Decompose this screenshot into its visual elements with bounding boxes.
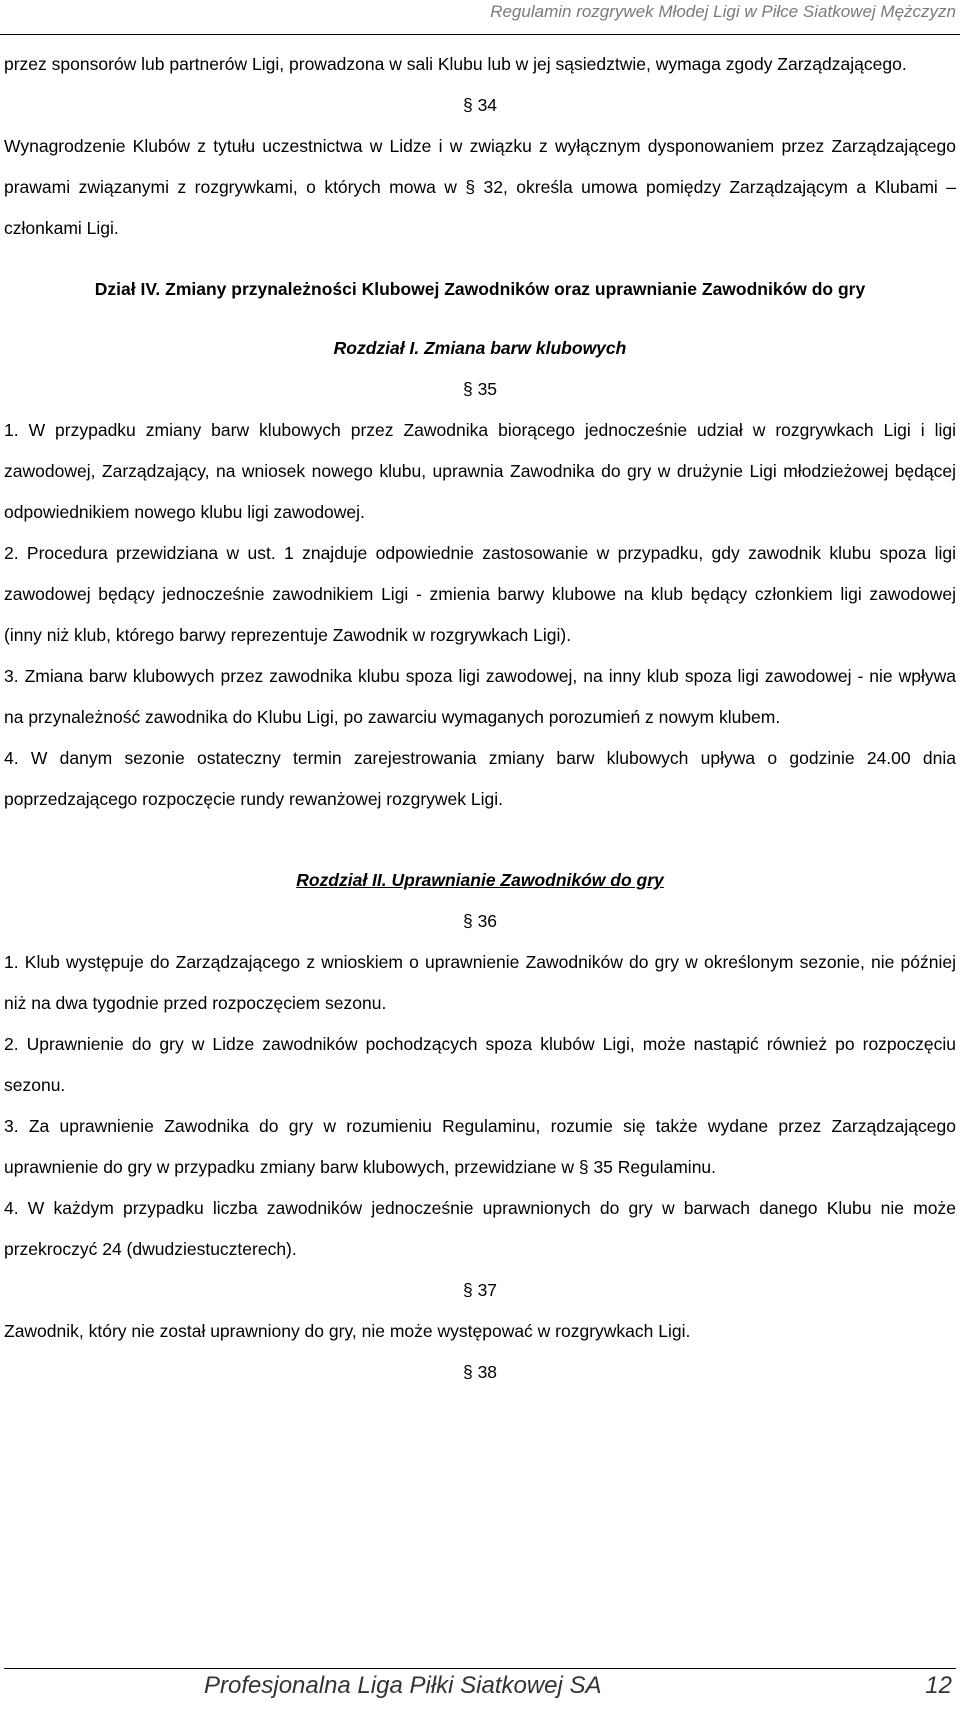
paragraph: 1. W przypadku zmiany barw klubowych przez Zawodnika biorącego jednocześnie udział w rozgrywkach Ligi i ligi zawodowej, Zarządzający, na wniosek nowego klubu, uprawnia Zawodnika do gry w drużynie Ligi młodzieżowej będącej odpowiednikiem nowego klubu ligi zawodowej. [4,420,956,522]
document-body [4,44,956,1393]
spacer [4,310,956,328]
section-number: § 36 [462,911,498,931]
paragraph: 4. W każdym przypadku liczba zawodników jednocześnie uprawnionych do gry w barwach danego Klubu nie może przekroczyć 24 (dwudziestuczterech). [4,1198,956,1259]
chapter-heading: Rozdział I. Zmiana barw klubowych [333,338,627,358]
paragraph: 4. W danym sezonie ostateczny termin zarejestrowania zmiany barw klubowych upływa o godzinie 24.00 dnia poprzedzającego rozpoczęcie rundy rewanżowej rozgrywek Ligi. [4,748,956,809]
section-number: § 37 [462,1280,498,1300]
section-number: § 34 [462,95,498,115]
paragraph: 3. Za uprawnienie Zawodnika do gry w rozumieniu Regulaminu, rozumie się także wydane przez Zarządzającego uprawnienie do gry w przypadku zmiany barw klubowych, przewidziane w § 35 Regulaminu. [4,1116,956,1177]
spacer [4,249,956,269]
paragraph: 1. Klub występuje do Zarządzającego z wnioskiem o uprawnienie Zawodników do gry w określonym sezonie, nie później niż na dwa tygodnie przed rozpoczęciem sezonu. [4,952,956,1013]
part-heading: Dział IV. Zmiany przynależności Klubowej Zawodników oraz uprawnianie Zawodników do gry [94,279,866,299]
page-header [0,0,960,35]
chapter-heading: Rozdział II. Uprawnianie Zawodników do gry [296,870,664,890]
paragraph: przez sponsorów lub partnerów Ligi, prowadzona w sali Klubu lub w jej sąsiedztwie, wymaga zgody Zarządzającego. [4,54,907,74]
footer-divider [4,1668,956,1669]
spacer [4,820,956,840]
spacer [4,840,956,860]
paragraph: 2. Procedura przewidziana w ust. 1 znajduje odpowiednie zastosowanie w przypadku, gdy zawodnik klubu spoza ligi zawodowej będący jednocześnie zawodnikiem Ligi - zmienia barwy klubowe na klub będący członkiem ligi zawodowej (inny niż klub, którego barwy reprezentuje Zawodnik w rozgrywkach Ligi). [4,543,956,645]
section-number: § 35 [462,379,498,399]
page-footer [4,1672,956,1702]
paragraph: Wynagrodzenie Klubów z tytułu uczestnictwa w Lidze i w związku z wyłącznym dysponowaniem przez Zarządzającego prawami związanymi z rozgrywkami, o których mowa w § 32, określa umowa pomiędzy Zarządzającym a Klubami – członkami Ligi. [4,136,956,238]
footer-organization: Profesjonalna Liga Piłki Siatkowej SA [204,1672,602,1699]
section-number: § 38 [462,1362,498,1382]
paragraph: Zawodnik, który nie został uprawniony do gry, nie może występować w rozgrywkach Ligi. [4,1321,691,1341]
paragraph: 3. Zmiana barw klubowych przez zawodnika klubu spoza ligi zawodowej, na inny klub spoza ligi zawodowej - nie wpływa na przynależność zawodnika do Klubu Ligi, po zawarciu wymaganych porozumień z nowym klubem. [4,666,956,727]
paragraph: 2. Uprawnienie do gry w Lidze zawodników pochodzących spoza klubów Ligi, może nastąpić również po rozpoczęciu sezonu. [4,1034,956,1095]
page-number: 12 [925,1672,952,1699]
document-title: Regulamin rozgrywek Młodej Ligi w Piłce Siatkowej Mężczyzn [490,2,956,21]
